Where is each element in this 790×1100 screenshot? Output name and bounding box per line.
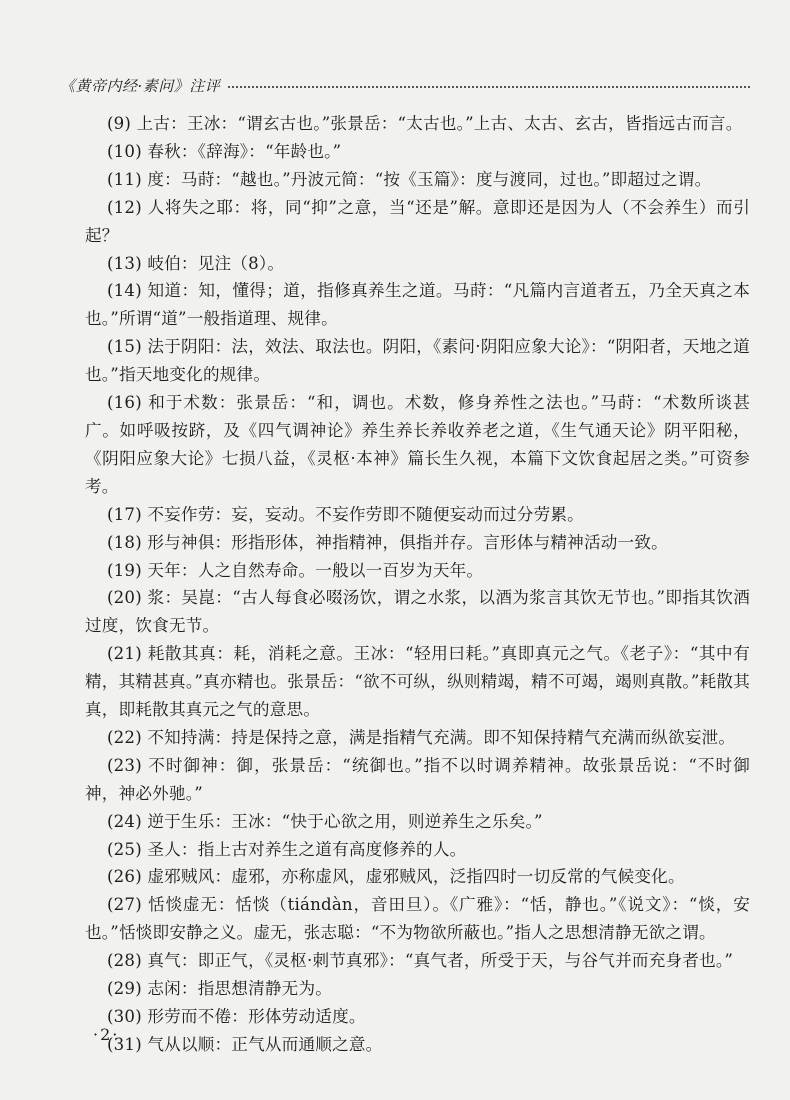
note-22: (22) 不知持满：持是保持之意，满是指精气充满。即不知保持精气充满而纵欲妄泄。 bbox=[107, 727, 736, 747]
note-17: (17) 不妄作劳：妄，妄动。不妄作劳即不随便妄动而过分劳累。 bbox=[107, 504, 584, 524]
note-13: (13) 岐伯：见注（8）。 bbox=[107, 253, 285, 273]
running-header bbox=[60, 72, 750, 98]
note-29: (29) 志闲：指思想清静无为。 bbox=[107, 979, 333, 999]
note-24: (24) 逆于生乐：王冰：“快于心欲之用，则逆养生之乐矣。” bbox=[107, 811, 543, 831]
notes-body bbox=[85, 110, 750, 1059]
note-26: (26) 虚邪贼风：虚邪，亦称虚风，虚邪贼风，泛指四时一切反常的气候变化。 bbox=[107, 867, 685, 887]
note-25: (25) 圣人：指上古对养生之道有高度修养的人。 bbox=[107, 839, 467, 859]
note-12: (12) 人将失之耶：将，同“抑”之意，当“还是”解。意即还是因为人（不会养生）而引起？ bbox=[85, 197, 750, 245]
note-16: (16) 和于术数：张景岳：“和，调也。术数，修身养性之法也。”马莳：“术数所谈甚广。如呼吸按跻，及《四气调神论》养生养长养收养老之道，《生气通天论》阴平阳秘，《阴阳应象大论》七损八益，《灵枢·本神》篇长生久视，本篇下文饮食起居之类。”可资参考。 bbox=[85, 393, 750, 496]
note-9: (9) 上古：王冰：“谓玄古也。”张景岳：“太古也。”上古、太古、玄古，皆指远古而言。 bbox=[107, 114, 743, 133]
note-14: (14) 知道：知，懂得；道，指修真养生之道。马莳：“凡篇内言道者五，乃全天真之本也。”所谓“道”一般指道理、规律。 bbox=[85, 281, 750, 329]
note-10: (10) 春秋：《辞海》：“年龄也。” bbox=[107, 141, 342, 161]
note-19: (19) 天年：人之自然寿命。一般以一百岁为天年。 bbox=[107, 560, 484, 580]
note-15: (15) 法于阴阳：法，效法、取法也。阴阳，《素问·阴阳应象大论》：“阴阳者，天地之道也。”指天地变化的规律。 bbox=[85, 337, 750, 385]
note-30: (30) 形劳而不倦：形体劳动适度。 bbox=[107, 1007, 366, 1026]
note-23: (23) 不时御神：御，张景岳：“统御也。”指不以时调养精神。故张景岳说：“不时御神，神必外驰。” bbox=[85, 755, 750, 803]
header-dotted-rule bbox=[228, 86, 750, 88]
note-11: (11) 度：马莳：“越也。”丹波元简：“按《玉篇》：度与渡同，过也。”即超过之谓。 bbox=[107, 169, 712, 189]
header-title: 《黄帝内经·素问》注评 bbox=[60, 76, 221, 95]
note-31: (31) 气从以顺：正气从而通顺之意。 bbox=[107, 1034, 383, 1054]
page-number: ·2· bbox=[93, 1025, 120, 1044]
note-18: (18) 形与神俱：形指形体，神指精神，俱指并存。言形体与精神活动一致。 bbox=[107, 532, 668, 552]
note-21: (21) 耗散其真：耗，消耗之意。王冰：“轻用曰耗。”真即真元之气。《老子》：“其中有精，其精甚真。”真亦精也。张景岳：“欲不可纵，纵则精竭，精不可竭，竭则真散。”耗散其真，即耗散其真元之气的意思。 bbox=[85, 644, 750, 720]
note-27: (27) 恬惔虚无：恬惔（tiándàn，音田旦）。《广雅》：“恬，静也。”《说文》：“惔，安也。”恬惔即安静之义。虚无，张志聪：“不为物欲所蔽也。”指人之思想清静无欲之谓。 bbox=[85, 895, 750, 943]
note-20: (20) 浆：吴崑：“古人每食必啜汤饮，谓之水浆，以酒为浆言其饮无节也。”即指其饮酒过度，饮食无节。 bbox=[85, 588, 750, 636]
note-28: (28) 真气：即正气，《灵枢·刺节真邪》：“真气者，所受于天，与谷气并而充身者也。” bbox=[107, 951, 734, 971]
